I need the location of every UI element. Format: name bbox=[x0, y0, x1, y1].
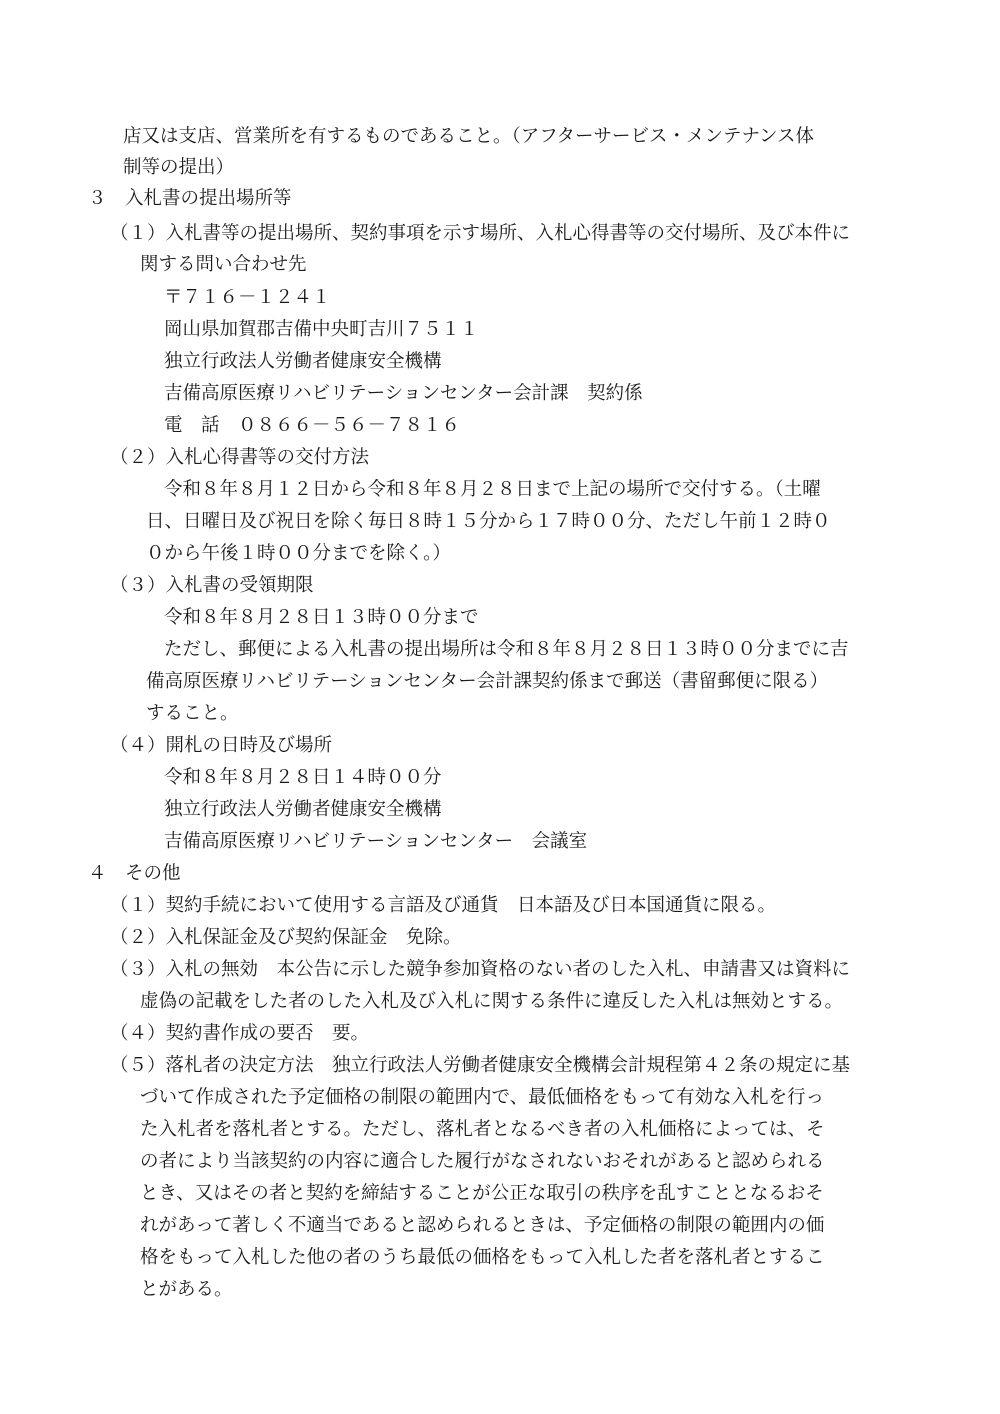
text-line: （２）入札保証金及び契約保証金 免除。 bbox=[110, 927, 462, 948]
text-line: とき、又はその者と契約を締結することが公正な取引の秩序を乱すこととなるおそ bbox=[140, 1183, 824, 1204]
text-line: とがある。 bbox=[140, 1279, 233, 1300]
text-line: （４）開札の日時及び場所 bbox=[110, 735, 333, 756]
text-line: 令和８年８月２８日１３時００分まで bbox=[164, 607, 479, 628]
text-line: 虚偽の記載をした者のした入札及び入札に関する条件に違反した入札は無効とする。 bbox=[140, 991, 844, 1012]
text-line: れがあって著しく不適当であると認められるときは、予定価格の制限の範囲内の価 bbox=[140, 1215, 825, 1236]
text-line: （１）契約手続において使用する言語及び通貨 日本語及び日本国通貨に限る。 bbox=[110, 895, 777, 916]
text-line: （１）入札書等の提出場所、契約事項を示す場所、入札心得書等の交付場所、及び本件に bbox=[110, 223, 851, 244]
text-line: （２）入札心得書等の交付方法 bbox=[110, 447, 370, 468]
text-line: ０から午後１時００分までを除く。） bbox=[146, 543, 451, 564]
text-line: （５）落札者の決定方法 独立行政法人労働者健康安全機構会計規程第４２条の規定に基 bbox=[110, 1055, 851, 1076]
text-line: すること。 bbox=[146, 703, 239, 724]
text-line: 店又は支店、営業所を有するものであること。（アフターサービス・メンテナンス体 bbox=[123, 126, 814, 147]
text-line: 備高原医療リハビリテーションセンター会計課契約係まで郵送（書留郵便に限る） bbox=[146, 671, 829, 692]
postal-code: 〒７１６－１２４１ bbox=[164, 287, 331, 308]
text-line: 制等の提出） bbox=[123, 157, 235, 178]
text-line: 令和８年８月２８日１４時００分 bbox=[164, 767, 442, 788]
text-line: （３）入札書の受領期限 bbox=[110, 575, 314, 596]
section-heading-4: ４ その他 bbox=[88, 863, 181, 884]
text-line: づいて作成された予定価格の制限の範囲内で、最低価格をもって有効な入札を行っ bbox=[140, 1087, 825, 1108]
text-line: （３）入札の無効 本公告に示した競争参加資格のない者のした入札、申請書又は資料に bbox=[110, 959, 851, 980]
text-line: の者により当該契約の内容に適合した履行がなされないおそれがあると認められる bbox=[140, 1151, 825, 1172]
text-line: 独立行政法人労働者健康安全機構 bbox=[164, 799, 442, 820]
phone-line: 電 話 ０８６６－５６－７８１６ bbox=[164, 415, 461, 436]
text-line: 吉備高原医療リハビリテーションセンター 会議室 bbox=[164, 831, 588, 852]
text-line: ただし、郵便による入札書の提出場所は令和８年８月２８日１３時００分までに吉 bbox=[164, 639, 849, 660]
department-line: 吉備高原医療リハビリテーションセンター会計課 契約係 bbox=[164, 383, 643, 404]
address-line: 岡山県加賀郡吉備中央町吉川７５１１ bbox=[164, 319, 479, 340]
text-line: 関する問い合わせ先 bbox=[140, 254, 307, 275]
section-heading-3: ３ 入札書の提出場所等 bbox=[88, 188, 292, 209]
text-line: 令和８年８月１２日から令和８年８月２８日まで上記の場所で交付する。（土曜 bbox=[164, 479, 821, 500]
organization-line: 独立行政法人労働者健康安全機構 bbox=[164, 351, 442, 372]
text-line: （４）契約書作成の要否 要。 bbox=[110, 1023, 370, 1044]
text-line: 日、日曜日及び祝日を除く毎日８時１５分から１７時００分、ただし午前１２時０ bbox=[146, 511, 831, 532]
text-line: た入札者を落札者とする。ただし、落札者となるべき者の入札価格によっては、そ bbox=[140, 1119, 825, 1140]
text-line: 格をもって入札した他の者のうち最低の価格をもって入札した者を落札者とするこ bbox=[140, 1247, 825, 1268]
